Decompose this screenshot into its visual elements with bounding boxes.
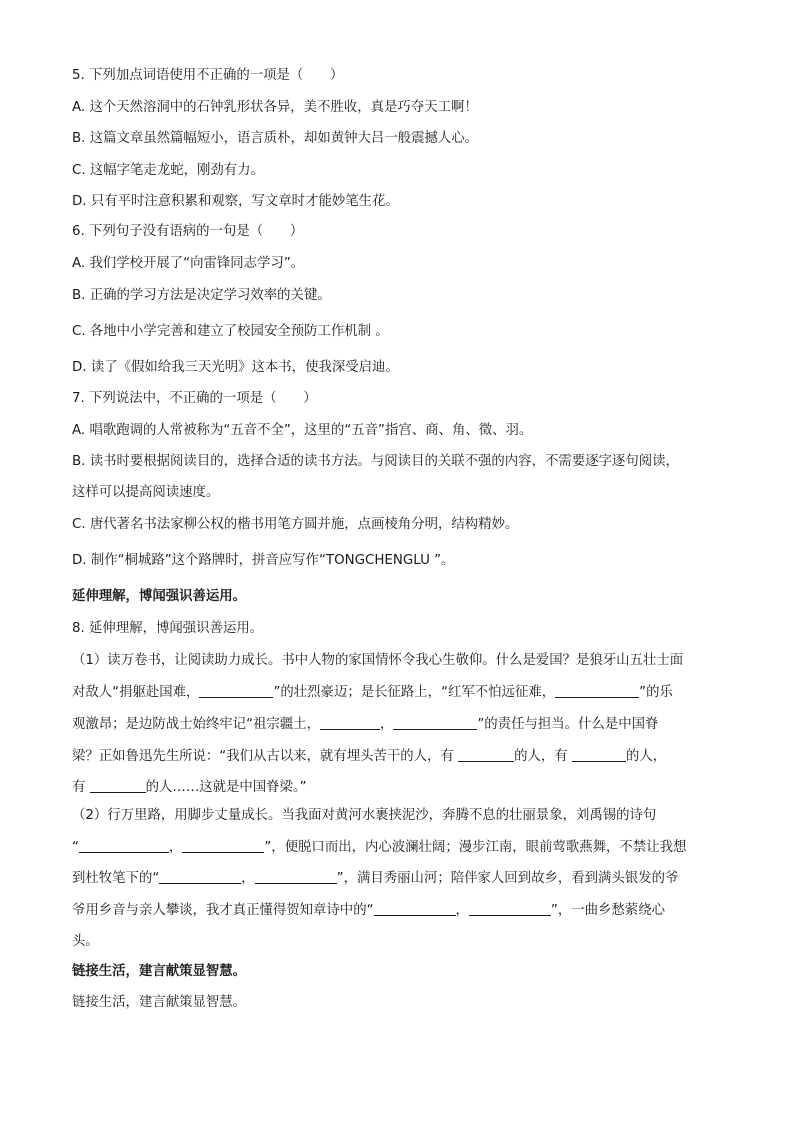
answer-blank[interactable] bbox=[79, 838, 169, 853]
answer-blank[interactable] bbox=[393, 715, 477, 730]
q8-part2-line2: “ ， ”，便脱口而出，内心波澜壮阔；漫步江南，眼前莺歌燕舞，不禁让我想 bbox=[72, 840, 687, 855]
q7-option-b-line1: B. 读书时要根据阅读目的，选择合适的读书方法。与阅读目的关联不强的内容，不需要逐字逐句阅读， bbox=[72, 454, 679, 469]
q8-part2-line3: 到杜牧笔下的“ ， ”，满目秀丽山河；陪伴家人回到故乡，看到满头银发的爷 bbox=[72, 871, 679, 886]
q6-stem: 6. 下列句子没有语病的一句是（ ） bbox=[72, 224, 304, 239]
q8-part2-line4: 爷用乡音与亲人攀谈，我才真正懂得贺知章诗中的“ ， ”，一曲乡愁萦绕心 bbox=[72, 903, 665, 918]
q8-part2-line1: （2）行万里路，用脚步丈量成长。当我面对黄河水裹挟泥沙，奔腾不息的壮丽景象，刘禹锡的诗句 bbox=[72, 808, 657, 823]
section-life-line: 链接生活，建言献策显智慧。 bbox=[72, 995, 247, 1010]
answer-blank[interactable] bbox=[320, 715, 380, 730]
answer-blank[interactable] bbox=[255, 869, 337, 884]
q8-part1-line3: 观激昂；是边防战士始终牢记“祖宗疆土， ， ”的责任与担当。什么是中国脊 bbox=[72, 717, 659, 732]
q5-option-d: D. 只有平时注意积累和观察，写文章时才能妙笔生花。 bbox=[72, 194, 399, 209]
q7-option-d: D. 制作“桐城路”这个路牌时，拼音应写作“TONGCHENGLU ”。 bbox=[72, 553, 455, 568]
q6-option-b: B. 正确的学习方法是决定学习效率的关键。 bbox=[72, 288, 331, 303]
q8-stem: 8. 延伸理解，博闻强识善运用。 bbox=[72, 621, 264, 636]
q7-stem: 7. 下列说法中，不正确的一项是（ ） bbox=[72, 391, 317, 406]
answer-blank[interactable] bbox=[555, 683, 639, 698]
q8-part1-line5: 有 的人……这就是中国脊梁。” bbox=[72, 780, 307, 795]
q6-option-a: A. 我们学校开展了“向雷锋同志学习”。 bbox=[72, 256, 305, 271]
section-heading-life: 链接生活，建言献策显智慧。 bbox=[72, 964, 247, 979]
answer-blank[interactable] bbox=[159, 869, 241, 884]
q6-option-d: D. 读了《假如给我三天光明》这本书，使我深受启迪。 bbox=[72, 360, 399, 375]
answer-blank[interactable] bbox=[458, 747, 514, 762]
q5-option-c: C. 这幅字笔走龙蛇，刚劲有力。 bbox=[72, 163, 264, 178]
q8-part1-line1: （1）读万卷书，让阅读助力成长。书中人物的家国情怀令我心生敬仰。什么是爱国？是狼牙山五壮士面 bbox=[72, 653, 684, 668]
q7-option-a: A. 唱歌跑调的人常被称为“五音不全”，这里的“五音”指宫、商、角、徵、羽。 bbox=[72, 423, 533, 438]
answer-blank[interactable] bbox=[199, 683, 273, 698]
q8-part1-line4: 梁？正如鲁迅先生所说：“我们从古以来，就有埋头苦干的人，有 的人，有 的人， bbox=[72, 749, 667, 764]
q8-part1-line2: 对敌人“捐躯赴国难， ”的壮烈豪迈；是长征路上，“红军不怕远征难， ”的乐 bbox=[72, 685, 673, 700]
answer-blank[interactable] bbox=[182, 838, 264, 853]
q6-option-c: C. 各地中小学完善和建立了校园安全预防工作机制 。 bbox=[72, 324, 389, 339]
q7-option-b-line2: 这样可以提高阅读速度。 bbox=[72, 485, 220, 500]
answer-blank[interactable] bbox=[374, 901, 456, 916]
section-heading-extend: 延伸理解，博闻强识善运用。 bbox=[72, 589, 247, 604]
answer-blank[interactable] bbox=[469, 901, 551, 916]
q5-stem: 5. 下列加点词语使用不正确的一项是（ ） bbox=[72, 68, 344, 83]
q7-option-c: C. 唐代著名书法家柳公权的楷书用笔方圆并施，点画棱角分明，结构精妙。 bbox=[72, 517, 519, 532]
q5-option-a: A. 这个天然溶洞中的石钟乳形状各异，美不胜收，真是巧夺天工啊！ bbox=[72, 100, 478, 115]
answer-blank[interactable] bbox=[572, 747, 626, 762]
q8-part2-line5: 头。 bbox=[72, 934, 99, 949]
q5-option-b: B. 这篇文章虽然篇幅短小，语言质朴，却如黄钟大吕一般震撼人心。 bbox=[72, 131, 479, 146]
answer-blank[interactable] bbox=[90, 778, 146, 793]
